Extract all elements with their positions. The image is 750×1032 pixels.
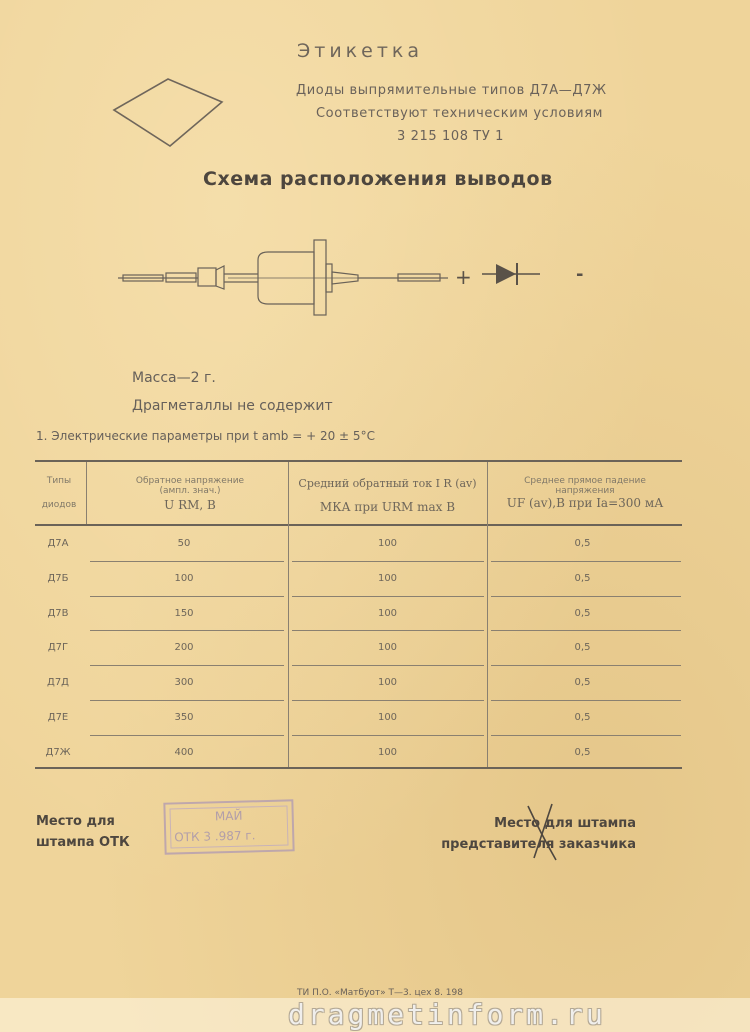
header-voltage-line3: U RM, B: [164, 498, 216, 512]
plus-sign: +: [455, 265, 472, 289]
header-voltage-line2: (ампл. знач.): [159, 486, 221, 496]
cell-reverse-current: 100: [377, 746, 398, 758]
cell-forward-drop: 0,5: [574, 642, 591, 654]
row-divider: [491, 735, 681, 736]
conditions-text: 1. Электрические параметры при t amb = + 20 ± 5°C: [36, 429, 375, 443]
row-divider: [90, 561, 284, 562]
cell-diode-type: Д7Д: [47, 677, 69, 689]
precious-metals-text: Драгметаллы не содержит: [132, 398, 333, 414]
cell-reverse-voltage: 100: [174, 572, 194, 584]
row-divider: [491, 561, 681, 562]
cell-reverse-voltage: 300: [174, 677, 194, 689]
cell-forward-drop: 0,5: [574, 538, 591, 549]
cell-forward-drop: 0,5: [574, 746, 591, 758]
row-divider: [90, 735, 284, 736]
header-drop-line3: UF (av),B при Ia=300 мА: [506, 496, 664, 510]
cell-reverse-voltage: 200: [174, 642, 194, 654]
cell-reverse-current: 100: [377, 712, 398, 723]
cell-diode-type: Д7Ж: [45, 746, 71, 758]
header-current-line2: МКА при URM max B: [319, 500, 456, 514]
watermark-band: [0, 998, 750, 1032]
watermark-text: dragmetinform.ru: [288, 998, 606, 1031]
table-vline: [487, 462, 488, 767]
header-types-line2: диодов: [41, 500, 77, 510]
conformity-line: Соответствуют техническим условиям: [316, 106, 604, 121]
otk-stamp-caption: [36, 811, 130, 853]
row-divider: [292, 665, 484, 666]
cell-diode-type: Д7Е: [47, 712, 69, 723]
diode-symbol-icon: [482, 263, 540, 285]
table-bottom-rule: [35, 767, 682, 769]
minus-sign: -: [576, 264, 584, 285]
print-info: ТИ П.О. «Матбуот» Т—3. цех 8. 198: [297, 988, 463, 998]
stamp-text: ОТК 3 .987 г.: [174, 828, 256, 845]
row-divider: [292, 735, 484, 736]
row-divider: [491, 630, 681, 631]
row-divider: [90, 700, 284, 701]
spec-number-line: 3 215 108 ТУ 1: [397, 129, 504, 144]
label-title: Этикетка: [297, 40, 424, 62]
cell-reverse-voltage: 350: [174, 712, 194, 723]
customer-caption-line2: представителя заказчика: [441, 837, 636, 852]
row-divider: [292, 596, 484, 597]
cell-reverse-voltage: 50: [177, 538, 191, 549]
table-vline: [288, 462, 289, 767]
row-divider: [491, 596, 681, 597]
cell-diode-type: Д7Б: [47, 572, 69, 584]
cell-reverse-current: 100: [377, 572, 398, 584]
cell-forward-drop: 0,5: [574, 677, 591, 689]
row-divider: [491, 665, 681, 666]
cell-reverse-voltage: 400: [174, 746, 194, 758]
cell-forward-drop: 0,5: [574, 572, 591, 584]
handwritten-cross-mark: [522, 802, 562, 864]
otk-stamp: [163, 799, 294, 854]
mass-text: Масса—2 г.: [132, 370, 216, 386]
header-types-line1: Типы: [46, 476, 72, 486]
row-divider: [292, 630, 484, 631]
row-divider: [292, 700, 484, 701]
cell-forward-drop: 0,5: [574, 607, 591, 619]
header-drop-line2: напряжения: [555, 486, 615, 496]
row-divider: [90, 630, 284, 631]
row-divider: [90, 596, 284, 597]
table-header-rule: [35, 524, 682, 526]
table-top-rule: [35, 460, 682, 462]
cell-diode-type: Д7Г: [47, 642, 69, 654]
cell-diode-type: Д7А: [47, 538, 69, 549]
diode-pinout-drawing: [118, 234, 618, 318]
scheme-title: Схема расположения выводов: [203, 168, 553, 190]
header-drop-line1: Среднее прямое падение: [524, 476, 646, 486]
otk-caption-line2: штампа ОТК: [36, 835, 130, 850]
header-current-line1: Средний обратный ток I R (av): [298, 477, 477, 490]
cell-diode-type: Д7В: [47, 607, 69, 619]
diamond-mark-icon: [110, 76, 226, 150]
cell-reverse-voltage: 150: [174, 607, 194, 619]
header-voltage-line1: Обратное напряжение: [135, 476, 245, 486]
stamp-month: МАЙ: [214, 808, 243, 824]
customer-caption-line1: Место для штампа: [494, 816, 636, 831]
diode-types-line: Диоды выпрямительные типов Д7А—Д7Ж: [296, 83, 607, 98]
table-vline: [86, 462, 87, 524]
row-divider: [90, 665, 284, 666]
cell-forward-drop: 0,5: [574, 712, 591, 723]
otk-caption-line1: Место для: [36, 814, 115, 829]
cell-reverse-current: 100: [377, 642, 398, 654]
cell-reverse-current: 100: [377, 607, 398, 619]
cell-reverse-current: 100: [377, 538, 398, 549]
cell-reverse-current: 100: [377, 677, 398, 689]
row-divider: [292, 561, 484, 562]
row-divider: [491, 700, 681, 701]
